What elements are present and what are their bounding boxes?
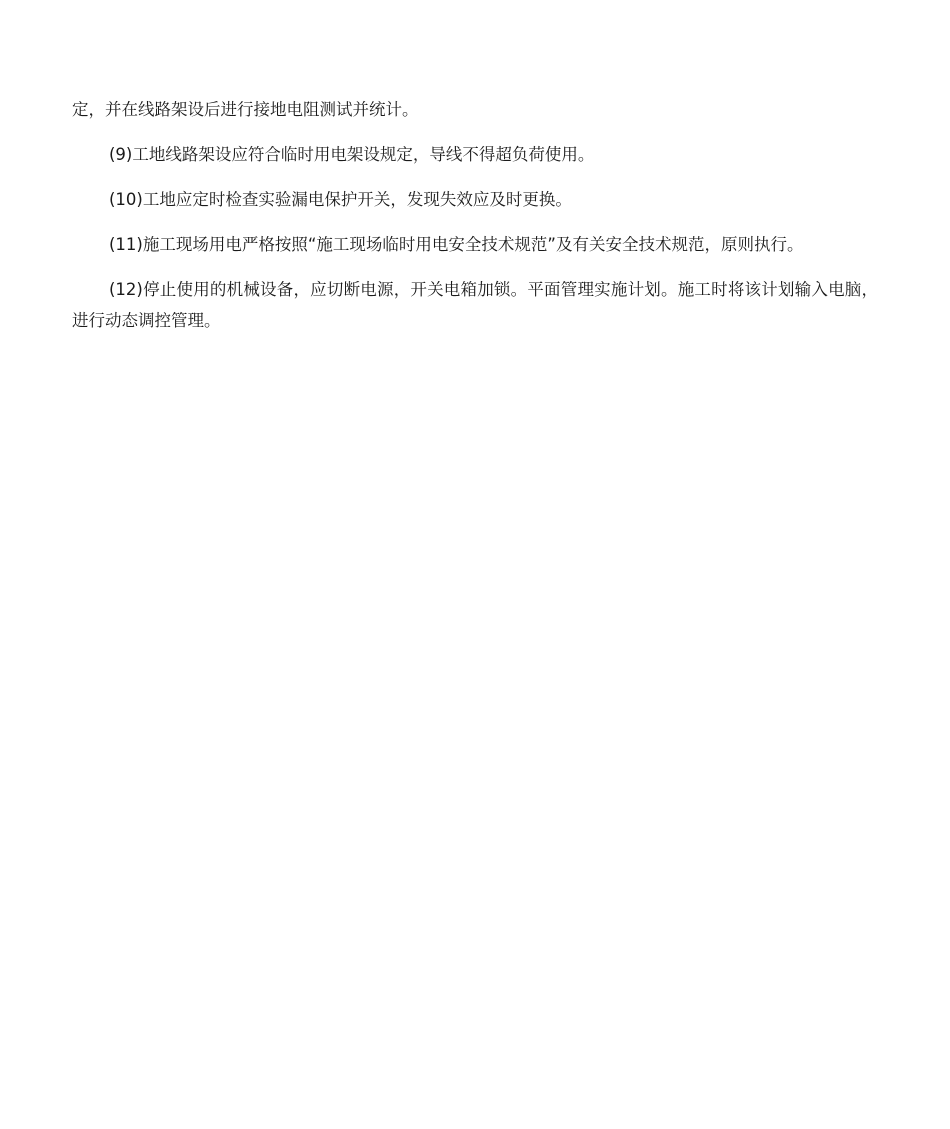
paragraph-item-9: (9)工地线路架设应符合临时用电架设规定，导线不得超负荷使用。 xyxy=(109,145,595,164)
paragraph-item-10: (10)工地应定时检查实验漏电保护开关，发现失效应及时更换。 xyxy=(109,190,572,209)
paragraph-item-11: (11)施工现场用电严格按照“施工现场临时用电安全技术规范”及有关安全技术规范，原则执行。 xyxy=(109,235,804,254)
paragraph-continuation: 定，并在线路架设后进行接地电阻测试并统计。 xyxy=(72,100,419,119)
document-body xyxy=(72,94,878,350)
paragraph-item-12: (12)停止使用的机械设备，应切断电源，开关电箱加锁。平面管理实施计划。施工时将该计划输入电脑，进行动态调控管理。 xyxy=(72,280,878,330)
